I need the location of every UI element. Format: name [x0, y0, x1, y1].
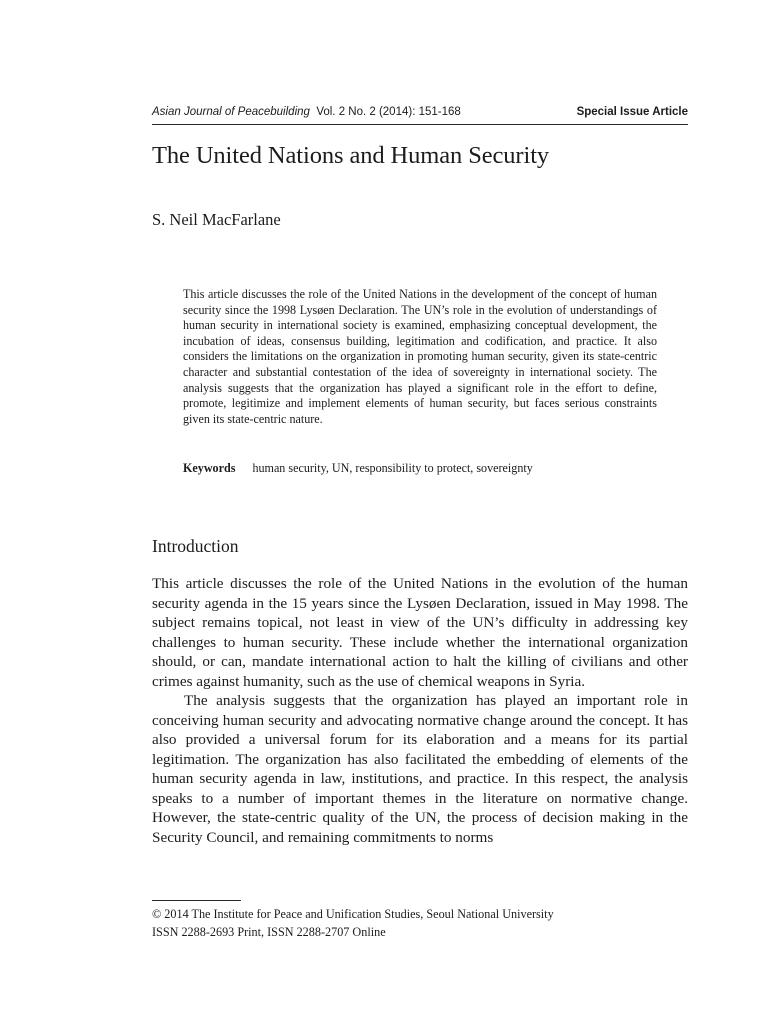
journal-name: Asian Journal of Peacebuilding: [152, 106, 310, 118]
issn-line: ISSN 2288-2693 Print, ISSN 2288-2707 Online: [152, 925, 386, 939]
article-title: The United Nations and Human Security: [152, 142, 550, 169]
journal-citation: [152, 106, 461, 118]
running-header: [152, 104, 688, 125]
body-paragraph: This article discusses the role of the United Nations in the evolution of the human security agenda in the 15 years since the Lysøen Declaration, issued in May 1998. The subject remains topical, not least in view of the UN’s difficulty in addressing key challenges to human security. These include whether the international organization should, or can, mandate international action to halt the killing of civilians and other crimes against humanity, such as the use of chemical weapons in Syria.: [152, 575, 688, 690]
keywords-line: [183, 461, 533, 476]
keywords-list: human security, UN, responsibility to protect, sovereignty: [252, 461, 533, 475]
abstract-text: This article discusses the role of the United Nations in the development of the concept of human security since the 1998 Lysøen Declaration. The UN’s role in the evolution of understandings of human security in international society is examined, emphasizing conceptual development, the incubation of ideas, consensus building, legitimation and codification, and practice. It also considers the limitations on the organization in promoting human security, given its state-centric character and substantial contestation of the idea of sovereignty in international society. The analysis suggests that the organization has played a significant role in the effort to define, promote, legitimize and implement elements of human security, but faces serious constraints given its state-centric nature.: [183, 287, 657, 426]
footnote-divider: [152, 900, 241, 901]
body-paragraph: The analysis suggests that the organization has played an important role in conceiving human security and advocating normative change around the concept. It has also provided a universal forum for its elaboration and a means for its partial legitimation. The organization has also facilitated the embedding of elements of the human security agenda in law, institutions, and practice. In this respect, the analysis speaks to a number of important themes in the literature on normative change. However, the state-centric quality of the UN, the process of decision making in the Security Council, and remaining commitments to norms: [152, 692, 688, 846]
keywords-label: Keywords: [183, 461, 236, 475]
section-heading-introduction: Introduction: [152, 536, 239, 556]
copyright-footnote: [152, 905, 688, 941]
volume-issue-pages: Vol. 2 No. 2 (2014): 151-168: [316, 106, 461, 118]
article-type-label: Special Issue Article: [576, 106, 688, 118]
introduction-body: [152, 574, 688, 847]
author-name: S. Neil MacFarlane: [152, 210, 281, 229]
copyright-line: © 2014 The Institute for Peace and Unification Studies, Seoul National University: [152, 907, 554, 921]
